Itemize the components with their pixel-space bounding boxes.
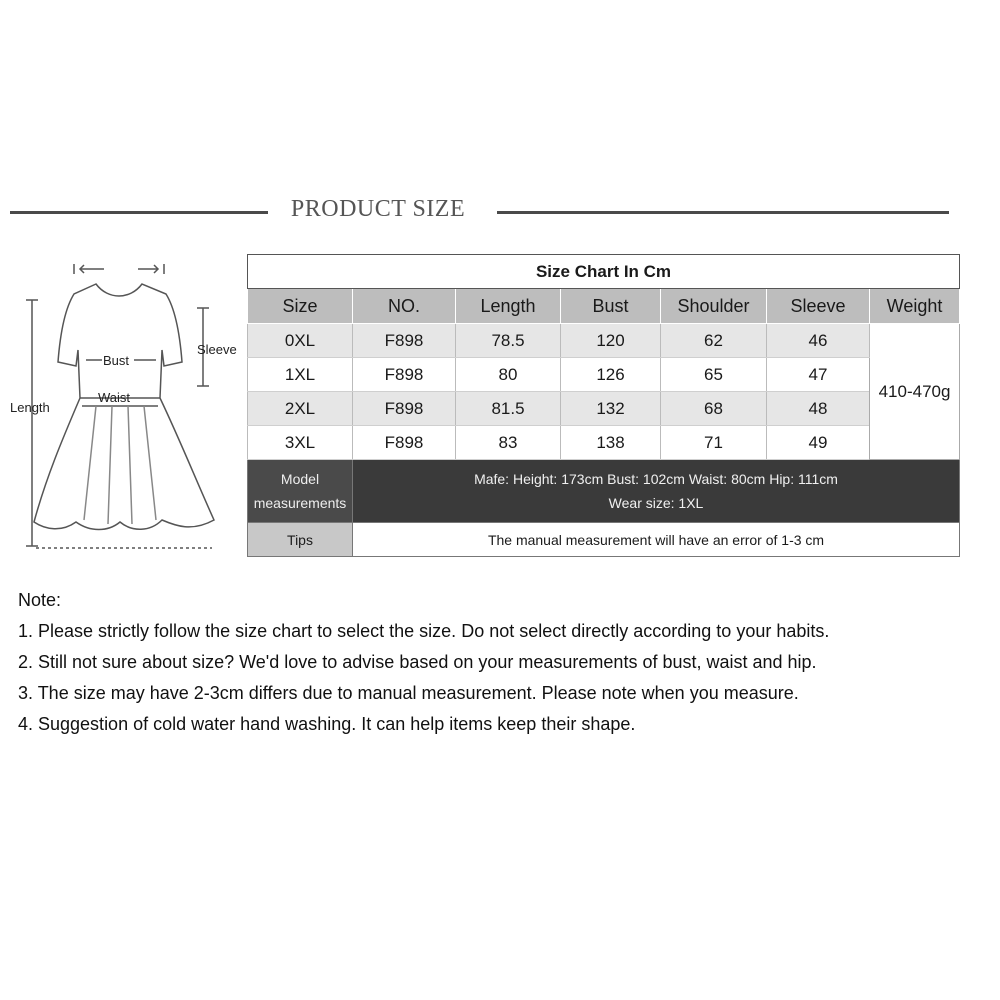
table-cell: 120 <box>561 324 661 358</box>
table-cell: 71 <box>661 426 767 460</box>
table-cell: 68 <box>661 392 767 426</box>
column-header: Length <box>456 289 561 324</box>
note-item: 3. The size may have 2-3cm differs due to manual measurement. Please note when you measure. <box>18 683 799 703</box>
table-cell: F898 <box>353 324 456 358</box>
size-chart-table <box>247 254 960 557</box>
length-label: Length <box>10 400 50 415</box>
bust-label: Bust <box>103 353 130 368</box>
tips-row <box>248 523 960 557</box>
dress-diagram <box>0 250 250 570</box>
note-item: 4. Suggestion of cold water hand washing. It can help items keep their shape. <box>18 714 636 734</box>
notes-section <box>18 590 829 744</box>
table-cell: 80 <box>456 358 561 392</box>
notes-title: Note: <box>18 590 62 610</box>
header-rule-left <box>10 211 268 214</box>
model-label-line1: Model <box>280 471 320 487</box>
table-row <box>248 426 960 460</box>
model-measurements-row <box>248 460 960 523</box>
table-cell: 47 <box>767 358 870 392</box>
tips-label: Tips <box>248 523 353 557</box>
model-line1: Mafe: Height: 173cm Bust: 102cm Waist: 80cm Hip: 111cm <box>474 471 838 487</box>
model-measurements-label <box>248 460 353 523</box>
column-header: Weight <box>870 289 960 324</box>
table-cell: 65 <box>661 358 767 392</box>
model-measurements-text <box>353 460 960 523</box>
table-cell: F898 <box>353 392 456 426</box>
table-cell: 83 <box>456 426 561 460</box>
table-cell: 138 <box>561 426 661 460</box>
table-cell: F898 <box>353 358 456 392</box>
table-cell: 49 <box>767 426 870 460</box>
note-item: 1. Please strictly follow the size chart to select the size. Do not select directly according to your habits. <box>18 621 830 641</box>
tips-text: The manual measurement will have an error of 1-3 cm <box>353 523 960 557</box>
table-cell: 2XL <box>248 392 353 426</box>
waist-label: Waist <box>98 390 131 405</box>
table-header-row <box>248 289 960 324</box>
column-header: Shoulder <box>661 289 767 324</box>
table-cell: 3XL <box>248 426 353 460</box>
table-row <box>248 392 960 426</box>
table-title: Size Chart In Cm <box>248 255 960 289</box>
table-cell: 126 <box>561 358 661 392</box>
page-title: PRODUCT SIZE <box>290 196 466 222</box>
table-cell: F898 <box>353 426 456 460</box>
table-cell: 132 <box>561 392 661 426</box>
model-line2: Wear size: 1XL <box>608 495 704 511</box>
table-title-row <box>248 255 960 289</box>
sleeve-label: Sleeve <box>197 342 237 357</box>
table-cell: 81.5 <box>456 392 561 426</box>
table-row <box>248 324 960 358</box>
note-item: 2. Still not sure about size? We'd love to advise based on your measurements of bust, waist and hip. <box>18 652 817 672</box>
table-cell: 1XL <box>248 358 353 392</box>
column-header: NO. <box>353 289 456 324</box>
length-marker <box>26 300 38 546</box>
weight-cell: 410-470g <box>870 324 960 460</box>
table-row <box>248 358 960 392</box>
table-cell: 78.5 <box>456 324 561 358</box>
table-cell: 62 <box>661 324 767 358</box>
shoulder-marker <box>74 264 164 274</box>
column-header: Bust <box>561 289 661 324</box>
column-header: Sleeve <box>767 289 870 324</box>
table-cell: 0XL <box>248 324 353 358</box>
column-header: Size <box>248 289 353 324</box>
table-cell: 48 <box>767 392 870 426</box>
table-cell: 46 <box>767 324 870 358</box>
model-label-line2: measurements <box>253 495 347 511</box>
header-rule-right <box>497 211 949 214</box>
